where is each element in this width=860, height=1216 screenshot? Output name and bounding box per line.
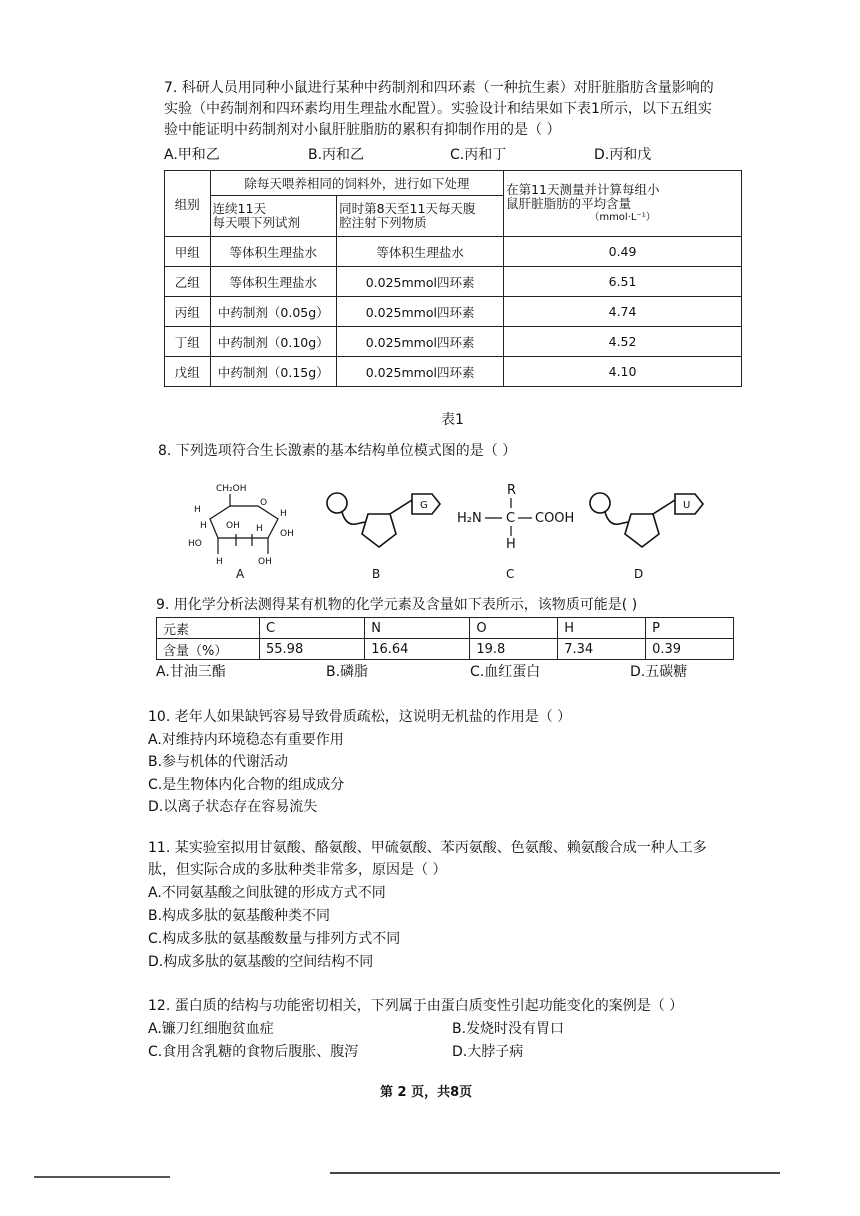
q9-stem: 9. 用化学分析法测得某有机物的化学元素及含量如下表所示，该物质可能是( ) [156, 597, 638, 613]
table1-inject-header [337, 196, 504, 237]
q11-option-c[interactable]: C.构成多肽的氨基酸数量与排列方式不同 [148, 931, 401, 947]
q11-stem-line-1: 11. 某实验室拟用甘氨酸、酪氨酸、甲硫氨酸、苯丙氨酸、色氨酸、赖氨酸合成一种人工多 [148, 840, 707, 856]
mol-c-h2n: H₂N [457, 511, 482, 526]
table1-group-header: 组别 [165, 171, 211, 237]
q10-option-c[interactable]: C.是生物体内化合物的组成成分 [148, 777, 345, 793]
table1-cell-inject: 0.025mmol四环素 [337, 267, 504, 297]
q11-stem-line-2: 肽，但实际合成的多肽种类非常多，原因是（ ） [148, 862, 447, 878]
table1-cell-inject: 0.025mmol四环素 [337, 297, 504, 327]
scan-edge-line [330, 1172, 780, 1174]
q7-option-a[interactable]: A.甲和乙 [164, 147, 220, 163]
q10-stem: 10. 老年人如果缺钙容易导致骨质疏松，这说明无机盐的作用是（ ） [148, 709, 572, 725]
table2-header-cell: P [646, 618, 734, 639]
table2-cell: 19.8 [470, 639, 558, 660]
table1-cell-value: 4.74 [504, 297, 742, 327]
glucose-structure-a [188, 484, 294, 567]
q7-stem-line-3: 验中能证明中药制剂对小鼠肝脏脂肪的累积有抑制作用的是（ ） [164, 122, 561, 138]
q9-option-b[interactable]: B.磷脂 [326, 664, 369, 680]
q8-label-c[interactable]: C [506, 567, 515, 581]
table-row [165, 237, 742, 267]
mol-c-cooh: COOH [535, 511, 575, 526]
table2-header-cell: O [470, 618, 558, 639]
feed-header-line-2: 每天喂下列试剂 [212, 215, 301, 230]
q12-option-a[interactable]: A.镰刀红细胞贫血症 [148, 1021, 274, 1037]
table1-cell-inject: 0.025mmol四环素 [337, 357, 504, 387]
nucleotide-structure-d [590, 493, 703, 547]
q12-option-d[interactable]: D.大脖子病 [452, 1044, 524, 1060]
table2-header-cell: N [365, 618, 470, 639]
mol-a-oh: OH [280, 529, 294, 539]
q7-option-b[interactable]: B.丙和乙 [308, 147, 365, 163]
table2-header-cell: C [260, 618, 365, 639]
q9-option-d[interactable]: D.五碳糖 [630, 664, 688, 680]
q9-option-c[interactable]: C.血红蛋白 [470, 664, 541, 680]
mol-c-r: R [507, 483, 517, 498]
q12-option-b[interactable]: B.发烧时没有胃口 [452, 1021, 565, 1037]
table1-cell-group: 乙组 [165, 267, 211, 297]
q10-option-d[interactable]: D.以离子状态存在容易流失 [148, 799, 318, 815]
table1-cell-value: 4.10 [504, 357, 742, 387]
mol-b-base: G [420, 500, 428, 511]
q10-option-b[interactable]: B.参与机体的代谢活动 [148, 754, 289, 770]
q7-option-d[interactable]: D.丙和戊 [594, 147, 652, 163]
amino-acid-structure-c [457, 483, 574, 552]
table1-cell-feed: 中药制剂（0.15g） [210, 357, 337, 387]
mol-a-ch2oh: CH₂OH [216, 484, 247, 494]
table-row [157, 639, 734, 660]
table2-cell: 0.39 [646, 639, 734, 660]
page-footer: 第 2 页，共8页 [380, 1085, 473, 1100]
table1-cell-value: 0.49 [504, 237, 742, 267]
table-2 [156, 617, 734, 660]
scan-edge-line [34, 1176, 170, 1178]
table2-header-cell: H [558, 618, 646, 639]
table1-feed-header [210, 196, 337, 237]
mol-a-h: H [194, 505, 201, 515]
q10-option-a[interactable]: A.对维持内环境稳态有重要作用 [148, 732, 344, 748]
table1-cell-feed: 等体积生理盐水 [210, 267, 337, 297]
table1-result-header [504, 171, 742, 237]
mol-a-ho: HO [188, 539, 202, 549]
q7-stem-line-2: 实验（中药制剂和四环素均用生理盐水配置）。实验设计和结果如下表1所示，以下五组实 [164, 101, 712, 117]
mol-d-base: U [683, 500, 691, 511]
mol-c-c: C [506, 511, 516, 526]
table-row [165, 267, 742, 297]
q8-label-b[interactable]: B [372, 567, 381, 581]
q11-option-b[interactable]: B.构成多肽的氨基酸种类不同 [148, 908, 331, 924]
mol-a-h: H [200, 521, 207, 531]
table1-cell-value: 6.51 [504, 267, 742, 297]
table1-cell-inject: 0.025mmol四环素 [337, 327, 504, 357]
table-row [165, 327, 742, 357]
q7-stem-line-1: 7. 科研人员用同种小鼠进行某种中药制剂和四环素（一种抗生素）对肝脏脂肪含量影响的 [164, 80, 714, 96]
table1-cell-group: 丁组 [165, 327, 211, 357]
table1-cell-feed: 等体积生理盐水 [210, 237, 337, 267]
table1-cell-value: 4.52 [504, 327, 742, 357]
q8-structure-figures [160, 474, 760, 586]
table1-cell-group: 甲组 [165, 237, 211, 267]
table1-cell-inject: 等体积生理盐水 [337, 237, 504, 267]
q12-option-c[interactable]: C.食用含乳糖的食物后腹胀、腹泻 [148, 1044, 359, 1060]
table2-cell: 含量（%） [157, 639, 260, 660]
q8-label-a[interactable]: A [236, 567, 245, 581]
mol-a-o: O [260, 498, 268, 508]
q9-option-a[interactable]: A.甘油三酯 [156, 664, 226, 680]
mol-a-h: H [256, 524, 263, 534]
q12-stem: 12. 蛋白质的结构与功能密切相关，下列属于由蛋白质变性引起功能变化的案例是（ ） [148, 998, 684, 1014]
table-row [157, 618, 734, 639]
table-1 [164, 170, 742, 387]
q11-option-a[interactable]: A.不同氨基酸之间肽键的形成方式不同 [148, 885, 386, 901]
table2-cell: 16.64 [365, 639, 470, 660]
nucleotide-structure-b [327, 493, 440, 547]
q11-option-d[interactable]: D.构成多肽的氨基酸的空间结构不同 [148, 954, 374, 970]
q8-label-d[interactable]: D [634, 567, 644, 581]
mol-a-h: H [280, 509, 287, 519]
table-row [165, 297, 742, 327]
mol-c-h: H [506, 537, 516, 552]
table2-header-cell: 元素 [157, 618, 260, 639]
q7-option-c[interactable]: C.丙和丁 [450, 147, 507, 163]
q8-stem: 8. 下列选项符合生长激素的基本结构单位模式图的是（ ） [158, 443, 517, 459]
mol-a-oh: OH [258, 557, 272, 567]
result-header-line-1: 在第11天测量并计算每组小 [506, 181, 660, 197]
table1-treatment-header: 除每天喂养相同的饲料外，进行如下处理 [210, 171, 504, 196]
table1-caption: 表1 [441, 412, 464, 428]
inject-header-line-2: 腔注射下列物质 [339, 215, 427, 230]
result-unit: （mmol·L⁻¹） [589, 211, 656, 223]
mol-a-oh: OH [226, 521, 240, 531]
table2-cell: 55.98 [260, 639, 365, 660]
table-row [165, 357, 742, 387]
table1-cell-group: 丙组 [165, 297, 211, 327]
table1-cell-feed: 中药制剂（0.05g） [210, 297, 337, 327]
table1-cell-group: 戊组 [165, 357, 211, 387]
mol-a-h: H [216, 557, 223, 567]
inject-header-line-1: 同时第8天至11天每天腹 [339, 201, 476, 216]
table2-cell: 7.34 [558, 639, 646, 660]
result-header-line-2: 鼠肝脏脂肪的平均含量 [506, 195, 632, 211]
table1-cell-feed: 中药制剂（0.10g） [210, 327, 337, 357]
feed-header-line-1: 连续11天 [212, 201, 266, 216]
